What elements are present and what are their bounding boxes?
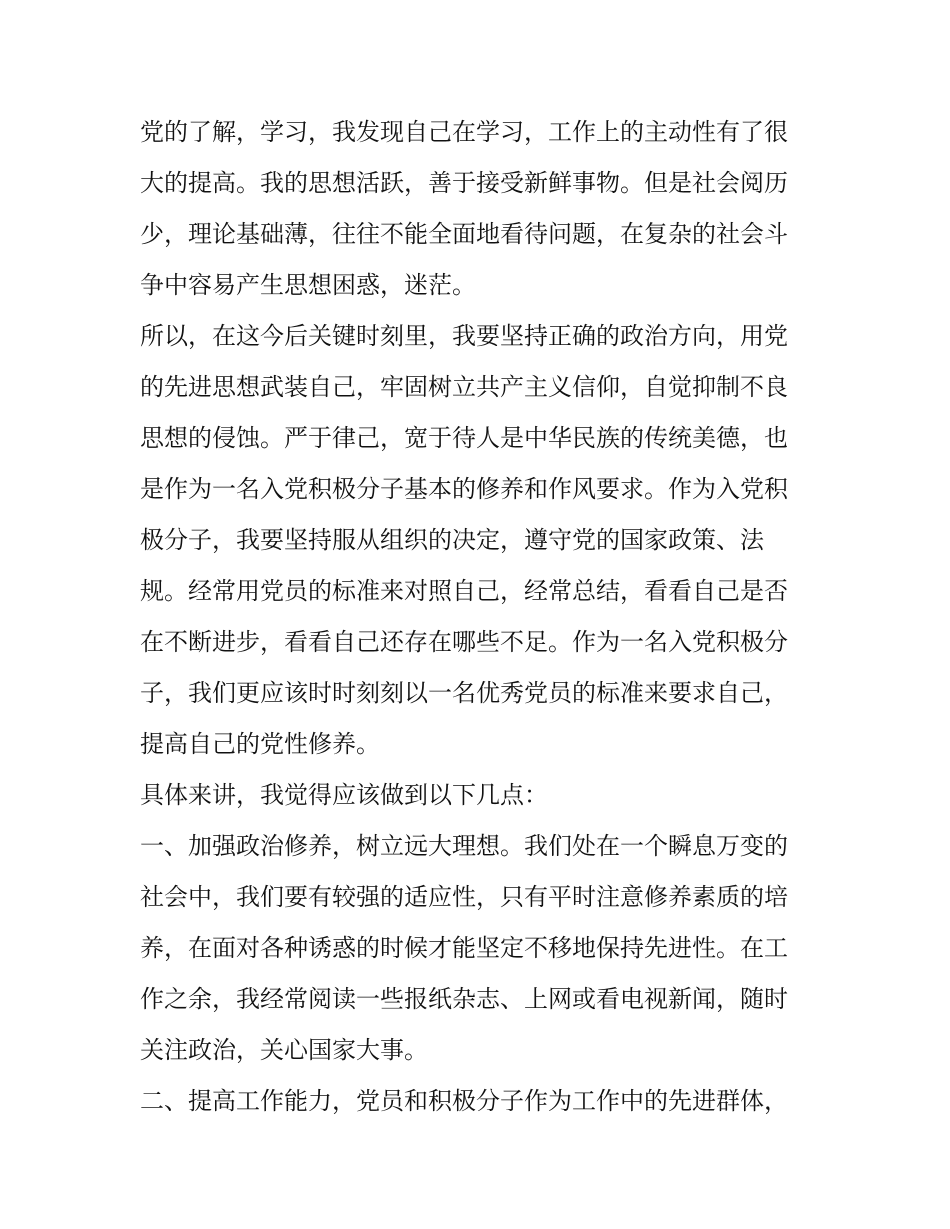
document-body xyxy=(140,107,820,1127)
text-line: 是作为一名入党积极分子基本的修养和作风要求。作为入党积 xyxy=(140,475,788,503)
text-line: 规。经常用党员的标准来对照自己，经常总结，看看自己是否 xyxy=(140,577,788,605)
text-line: 思想的侵蚀。严于律己，宽于待人是中华民族的传统美德，也 xyxy=(140,424,788,452)
text-line: 二、提高工作能力，党员和积极分子作为工作中的先进群体， xyxy=(140,1087,788,1115)
text-line: 所以，在这今后关键时刻里，我要坚持正确的政治方向，用党 xyxy=(140,322,788,350)
text-line: 社会中，我们要有较强的适应性，只有平时注意修养素质的培 xyxy=(140,883,788,911)
text-line: 养，在面对各种诱惑的时候才能坚定不移地保持先进性。在工 xyxy=(140,934,788,962)
text-line: 在不断进步，看看自己还存在哪些不足。作为一名入党积极分 xyxy=(140,628,788,656)
text-line: 大的提高。我的思想活跃，善于接受新鲜事物。但是社会阅历 xyxy=(140,169,788,197)
text-line: 争中容易产生思想困惑，迷茫。 xyxy=(140,271,476,299)
text-line: 子，我们更应该时时刻刻以一名优秀党员的标准来要求自己， xyxy=(140,679,788,707)
text-line: 的先进思想武装自己，牢固树立共产主义信仰，自觉抑制不良 xyxy=(140,373,788,401)
text-line: 党的了解，学习，我发现自己在学习，工作上的主动性有了很 xyxy=(140,118,788,146)
text-line: 关注政治，关心国家大事。 xyxy=(140,1036,428,1064)
text-line: 一、加强政治修养，树立远大理想。我们处在一个瞬息万变的 xyxy=(140,832,788,860)
text-line: 作之余，我经常阅读一些报纸杂志、上网或看电视新闻，随时 xyxy=(140,985,788,1013)
text-line: 具体来讲，我觉得应该做到以下几点： xyxy=(140,781,548,809)
text-line: 提高自己的党性修养。 xyxy=(140,730,380,758)
text-line: 极分子，我要坚持服从组织的决定，遵守党的国家政策、法 xyxy=(140,526,764,554)
text-line: 少，理论基础薄，往往不能全面地看待问题，在复杂的社会斗 xyxy=(140,220,788,248)
